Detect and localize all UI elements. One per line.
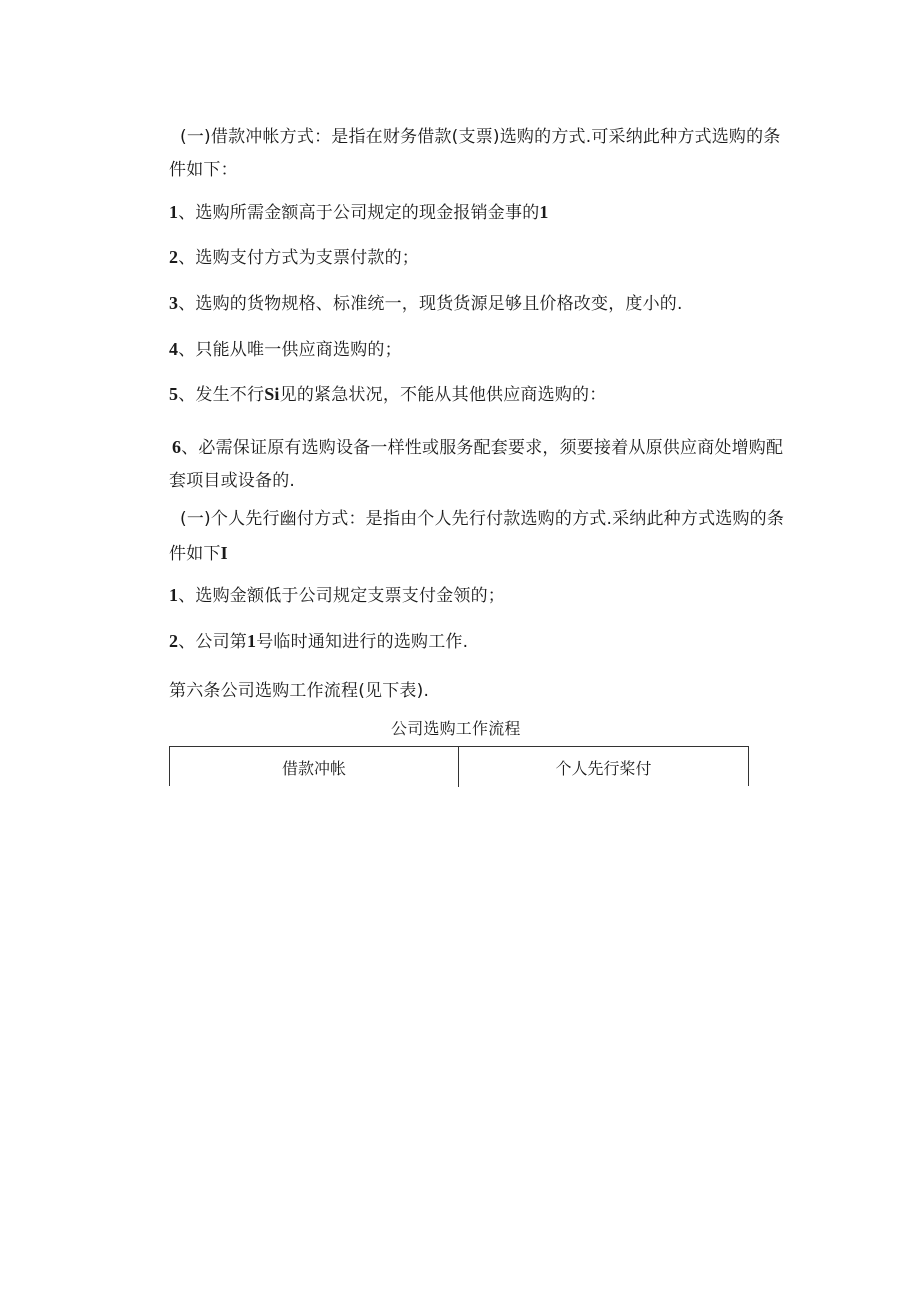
item-text: 、发生不行	[178, 385, 265, 405]
item-text: 、只能从唯一供应商选购的；	[178, 340, 402, 360]
table-header-cell	[170, 747, 459, 787]
section2-heading: (一)个人先行幽付方式：是指由个人先行付款选购的方式.采纳此种方式选购的条	[180, 509, 785, 529]
list-item	[169, 383, 606, 406]
item-text: 、必需保证原有选购设备一样性或服务配套要求，须要接着从原供应商处增购配	[181, 438, 784, 458]
item-number: 3	[169, 293, 179, 313]
list-item	[169, 584, 505, 607]
item-text: 见的紧急状况，不能从其他供应商选购的：	[279, 385, 607, 405]
table-caption: 公司选购工作流程	[391, 719, 521, 738]
item-bold: 1	[247, 631, 257, 651]
item-number: 6	[172, 437, 182, 457]
item-number: 2	[169, 247, 179, 267]
list-item-cont: 套项目或设备的.	[169, 471, 296, 491]
section2-heading-cont	[169, 542, 228, 565]
workflow-table	[169, 746, 749, 786]
item-number: 5	[169, 384, 179, 404]
item-text: 、选购的货物规格、标准统一，现货货源足够且价格改变，度小的.	[178, 294, 683, 314]
item-bold: Si	[264, 384, 280, 404]
item-text: 、选购支付方式为支票付款的；	[178, 248, 420, 268]
list-item	[169, 292, 683, 315]
item-number: 1	[169, 585, 179, 605]
item-text: 号临时通知进行的选购工作.	[256, 632, 469, 652]
item-number: 1	[169, 202, 179, 222]
section1-heading: (一)借款冲帐方式：是指在财务借款(支票)选购的方式.可采纳此种方式选购的条	[180, 127, 781, 147]
list-item	[172, 436, 783, 459]
table-header-cell	[459, 747, 748, 787]
item-text: 、选购金额低于公司规定支票支付金领的；	[178, 586, 506, 606]
header-label: 借款冲帐	[281, 758, 346, 778]
item-number: 2	[169, 631, 179, 651]
section2-text: 件如下	[169, 544, 221, 564]
list-item	[169, 338, 402, 361]
header-label: 个人先行桨付	[555, 758, 652, 778]
item-number: 4	[169, 339, 179, 359]
section2-suffix: I	[220, 543, 228, 563]
item-text: 、选购所需金额高于公司规定的现金报销金事的	[178, 203, 540, 223]
section1-heading-cont: 件如下：	[169, 160, 238, 180]
item-suffix: 1	[539, 202, 549, 222]
list-item	[169, 246, 419, 269]
article-6: 第六条公司选购工作流程(见下表).	[169, 681, 430, 701]
list-item	[169, 201, 549, 224]
list-item	[169, 630, 468, 653]
item-text: 、公司第	[178, 632, 248, 652]
